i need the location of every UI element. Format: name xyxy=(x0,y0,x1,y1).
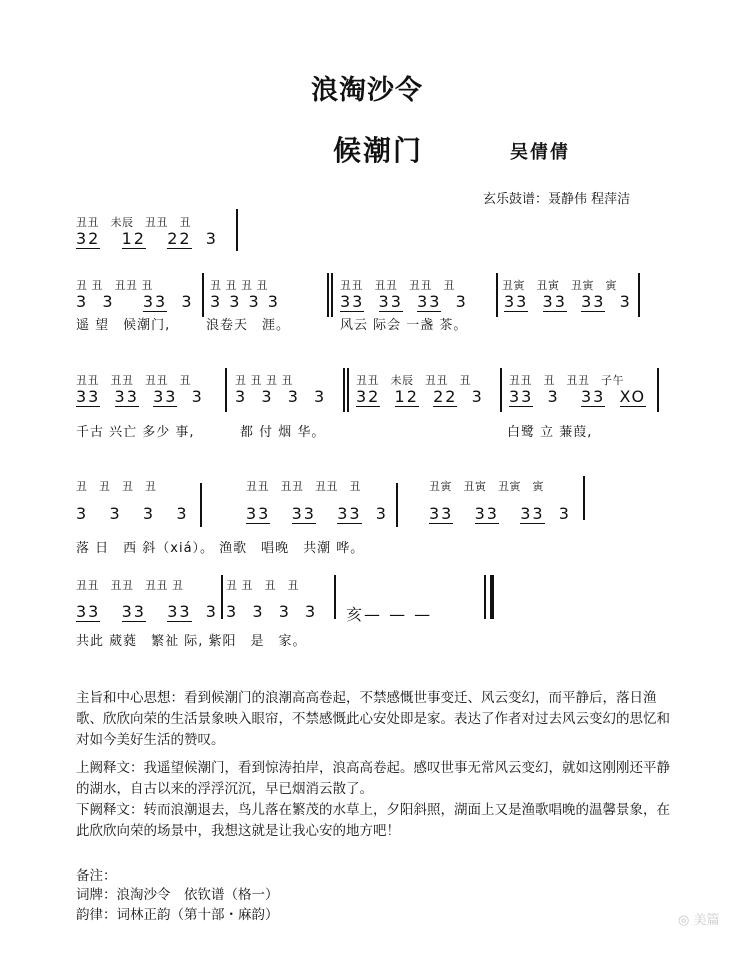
upper-stanza-explanation: 上阙释文：我遥望候潮门，看到惊涛拍岸，浪高高卷起。感叹世事无常风云变幻，就如这刚刚还平静的湖水，自古以来的浮浮沉沉，早已烟消云散了。 xyxy=(76,760,670,797)
row3-numbers-1: 3 3 3 3 xyxy=(76,504,189,523)
row1-labels-2: 丑 丑 丑 丑 xyxy=(210,279,268,292)
barline xyxy=(221,575,223,619)
watermark-text: 美篇 xyxy=(693,913,720,928)
barline xyxy=(496,273,498,317)
row4-labels-1: 丑丑 丑丑 丑丑 丑 xyxy=(76,579,184,592)
notes-line-yunlv: 韵律：词林正韵（第十部・麻韵） xyxy=(76,907,279,923)
barline xyxy=(327,273,329,317)
row3-numbers-2: 33 33 33 3 xyxy=(246,504,388,523)
page-title: 浪淘沙令 xyxy=(311,75,423,106)
row2-lyrics-1: 千古 兴亡 多少 事, xyxy=(76,425,195,440)
final-note: 亥— — — xyxy=(346,605,433,624)
theme-paragraph: 主旨和中心思想：看到候潮门的浪潮高高卷起，不禁感慨世事变迁、风云变幻，而平静后，落日渔歌、欣欣向荣的生活景象映入眼帘，不禁感慨此心安处即是家。表达了作者对过去风云变幻的思忆和对如今美好生活的赞叹。 xyxy=(76,690,670,748)
row2-lyrics-3: 白鹭 立 蒹葭, xyxy=(507,425,593,440)
row1-lyrics-3: 风云 际会 一盏 茶。 xyxy=(340,318,468,333)
final-barline xyxy=(484,575,486,619)
barline xyxy=(331,273,333,317)
row3-labels-2: 丑丑 丑丑 丑丑 丑 xyxy=(246,480,361,493)
row1-labels-4: 丑寅 丑寅 丑寅 寅 xyxy=(502,279,617,292)
row1-numbers-4: 33 33 33 3 xyxy=(504,292,632,311)
row4-numbers-1: 33 33 33 3 xyxy=(76,602,218,621)
row2-labels-3: 丑丑 未辰 丑丑 丑 xyxy=(356,374,471,387)
row2-numbers-1: 33 33 33 3 xyxy=(76,387,204,406)
barline xyxy=(396,483,398,527)
intro-numbers: 32 12 22 3 xyxy=(76,229,218,248)
row3-lyrics: 落 日 西 斜（xiá）。 渔歌 唱晚 共潮 哗。 xyxy=(76,541,365,556)
barline xyxy=(334,575,336,619)
row4-lyrics: 共此 葳蕤 繁祉 际, 紫阳 是 家。 xyxy=(76,634,307,649)
row1-labels-3: 丑丑 丑丑 丑丑 丑 xyxy=(340,279,455,292)
row2-numbers-2: 3 3 3 3 xyxy=(235,387,327,406)
barline xyxy=(638,273,640,317)
barline xyxy=(347,368,349,412)
row1-lyrics-1: 遥 望 候潮门, xyxy=(76,318,171,333)
row1-numbers-2: 3 3 3 3 xyxy=(210,292,280,311)
barline xyxy=(236,209,238,251)
row2-numbers-4: 33 3 33 XO xyxy=(509,387,647,406)
author-name: 吴倩倩 xyxy=(510,142,570,163)
row4-labels-2: 丑 丑 丑 丑 xyxy=(226,579,299,592)
row3-numbers-3: 33 33 33 3 xyxy=(429,504,571,523)
watermark-logo xyxy=(678,909,720,928)
barline xyxy=(200,483,202,527)
arranger-credit: 玄乐鼓谱：聂静伟 程萍洁 xyxy=(483,192,631,207)
watermark-icon: ◎ xyxy=(678,913,690,928)
row1-numbers-3: 33 33 33 3 xyxy=(340,292,468,311)
notes-heading: 备注： xyxy=(76,868,117,884)
lower-stanza-explanation: 下阙释文：转而浪潮退去，鸟儿落在繁茂的水草上，夕阳斜照，湖面上又是渔歌唱晚的温馨景象，在此欣欣向荣的场景中，我想这就是让我心安的地方吧！ xyxy=(76,802,670,839)
row2-labels-2: 丑 丑 丑 丑 xyxy=(235,374,293,387)
final-barline-thick xyxy=(490,575,494,619)
row2-numbers-3: 32 12 22 3 xyxy=(356,387,484,406)
notes-line-cipai: 词牌：浪淘沙令 依钦谱（格一） xyxy=(76,887,279,903)
barline xyxy=(583,476,585,520)
row2-labels-4: 丑丑 丑 丑丑 子午 xyxy=(509,374,624,387)
intro-labels: 丑丑 未辰 丑丑 丑 xyxy=(76,216,191,229)
row1-lyrics-2: 浪卷天 涯。 xyxy=(206,318,291,333)
barline xyxy=(500,368,502,412)
barline xyxy=(202,273,204,317)
barline xyxy=(225,368,227,412)
row1-labels-1: 丑 丑 丑丑 丑 xyxy=(76,279,153,292)
row3-labels-1: 丑 丑 丑 丑 xyxy=(76,480,157,493)
row2-lyrics-2: 都 付 烟 华。 xyxy=(240,425,326,440)
row4-numbers-2: 3 3 3 3 xyxy=(226,602,318,621)
row2-labels-1: 丑丑 丑丑 丑丑 丑 xyxy=(76,374,191,387)
row1-numbers-1: 3 3 33 3 xyxy=(76,292,194,311)
row3-labels-3: 丑寅 丑寅 丑寅 寅 xyxy=(429,480,544,493)
barline xyxy=(343,368,345,412)
barline xyxy=(657,368,659,412)
poem-subtitle: 候潮门 xyxy=(333,134,424,167)
